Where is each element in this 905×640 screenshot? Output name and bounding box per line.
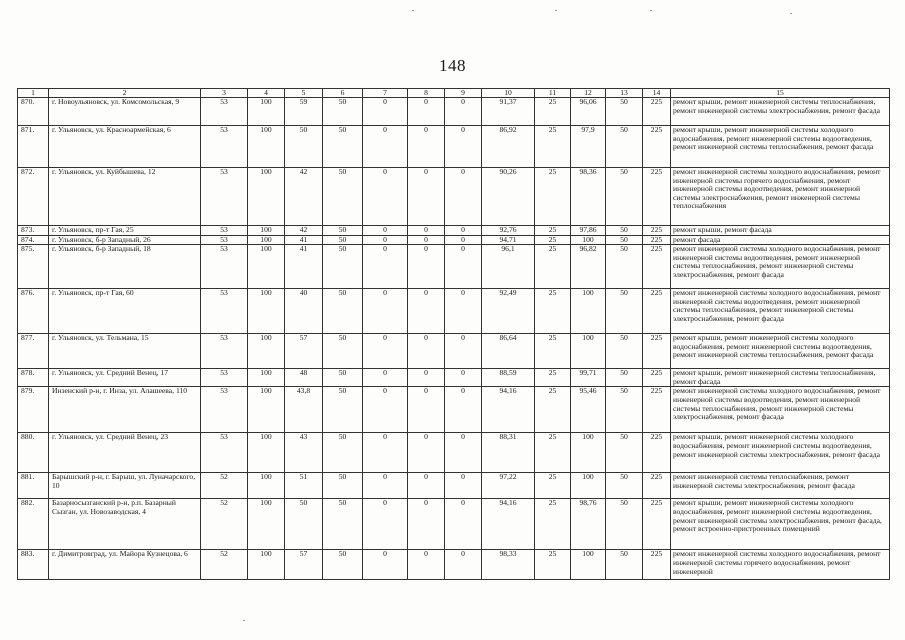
value-cell-col-14: 225 (643, 226, 671, 236)
value-cell-col-14: 225 (643, 235, 671, 245)
value-cell-col-14: 225 (643, 334, 671, 369)
value-cell-col-7: 0 (363, 369, 408, 387)
address-cell: г. Ульяновск, пр-т Гая, 60 (49, 289, 201, 334)
value-cell-col-11: 25 (535, 369, 571, 387)
value-cell-col-4: 100 (248, 550, 285, 580)
row-number-cell: 879. (18, 387, 49, 433)
value-cell-col-6: 50 (323, 126, 363, 168)
value-cell-col-3: 53 (201, 289, 248, 334)
value-cell-col-10: 96,1 (482, 245, 535, 289)
value-cell-col-12: 97,9 (571, 126, 606, 168)
table-row (18, 245, 890, 289)
value-cell-col-10: 86,92 (482, 126, 535, 168)
value-cell-col-14: 225 (643, 245, 671, 289)
value-cell-col-12: 97,86 (571, 226, 606, 236)
table-row (18, 550, 890, 580)
column-header-4: 4 (248, 89, 285, 98)
value-cell-col-5: 50 (285, 499, 323, 550)
works-cell: ремонт инженерной системы холодного водоснабжения, ремонт инженерной системы горячего водоснабжения, ремонт инженерной (671, 550, 890, 580)
row-number-cell: 873. (18, 226, 49, 236)
row-number-cell: 881. (18, 473, 49, 499)
value-cell-col-14: 225 (643, 550, 671, 580)
value-cell-col-11: 25 (535, 334, 571, 369)
row-number-cell: 878. (18, 369, 49, 387)
value-cell-col-5: 40 (285, 289, 323, 334)
value-cell-col-13: 50 (606, 433, 643, 473)
value-cell-col-13: 50 (606, 245, 643, 289)
value-cell-col-12: 98,36 (571, 168, 606, 226)
works-cell: ремонт крыши, ремонт инженерной системы холодного водоснабжения, ремонт инженерной системы водоотведения, ремонт инженерной системы электроснабжения, ремонт фасада, ремонт встроенно-пристроенных помещений (671, 499, 890, 550)
value-cell-col-13: 50 (606, 369, 643, 387)
row-number-cell: 875. (18, 245, 49, 289)
value-cell-col-9: 0 (445, 289, 482, 334)
value-cell-col-4: 100 (248, 499, 285, 550)
value-cell-col-14: 225 (643, 289, 671, 334)
works-cell: ремонт крыши, ремонт инженерной системы холодного водоснабжения, ремонт инженерной системы водоотведения, ремонт инженерной системы теплоснабжения, ремонт фасада (671, 334, 890, 369)
value-cell-col-7: 0 (363, 235, 408, 245)
value-cell-col-6: 50 (323, 473, 363, 499)
scan-speck (412, 10, 414, 11)
value-cell-col-9: 0 (445, 433, 482, 473)
value-cell-col-6: 50 (323, 387, 363, 433)
value-cell-col-10: 92,76 (482, 226, 535, 236)
address-cell: г. Ульяновск, ул. Тельмана, 15 (49, 334, 201, 369)
value-cell-col-11: 25 (535, 226, 571, 236)
value-cell-col-3: 52 (201, 499, 248, 550)
row-number-cell: 870. (18, 98, 49, 126)
value-cell-col-9: 0 (445, 499, 482, 550)
value-cell-col-8: 0 (408, 245, 445, 289)
value-cell-col-12: 95,46 (571, 387, 606, 433)
works-cell: ремонт инженерной системы теплоснабжения, ремонт инженерной системы электроснабжения, ремонт фасада (671, 473, 890, 499)
value-cell-col-10: 88,59 (482, 369, 535, 387)
scan-speck (555, 10, 557, 11)
value-cell-col-10: 97,22 (482, 473, 535, 499)
value-cell-col-3: 53 (201, 235, 248, 245)
value-cell-col-12: 100 (571, 289, 606, 334)
address-cell: г. Ульяновск, ул. Куйбышева, 12 (49, 168, 201, 226)
value-cell-col-7: 0 (363, 499, 408, 550)
value-cell-col-8: 0 (408, 168, 445, 226)
value-cell-col-6: 50 (323, 98, 363, 126)
value-cell-col-10: 94,16 (482, 499, 535, 550)
value-cell-col-7: 0 (363, 226, 408, 236)
column-header-6: 6 (323, 89, 363, 98)
value-cell-col-4: 100 (248, 334, 285, 369)
value-cell-col-6: 50 (323, 499, 363, 550)
value-cell-col-10: 86,64 (482, 334, 535, 369)
column-header-7: 7 (363, 89, 408, 98)
value-cell-col-11: 25 (535, 126, 571, 168)
value-cell-col-13: 50 (606, 168, 643, 226)
value-cell-col-8: 0 (408, 126, 445, 168)
value-cell-col-4: 100 (248, 433, 285, 473)
value-cell-col-6: 50 (323, 289, 363, 334)
works-cell: ремонт крыши, ремонт фасада (671, 226, 890, 236)
value-cell-col-10: 91,37 (482, 98, 535, 126)
address-cell: г. Ульяновск, б-р Западный, 26 (49, 235, 201, 245)
value-cell-col-13: 50 (606, 550, 643, 580)
value-cell-col-3: 53 (201, 126, 248, 168)
value-cell-col-14: 225 (643, 98, 671, 126)
value-cell-col-5: 57 (285, 550, 323, 580)
value-cell-col-5: 51 (285, 473, 323, 499)
scan-speck (650, 10, 652, 11)
address-cell: г. Ульяновск, ул. Средний Венец, 17 (49, 369, 201, 387)
value-cell-col-4: 100 (248, 245, 285, 289)
row-number-cell: 872. (18, 168, 49, 226)
works-cell: ремонт крыши, ремонт инженерной системы теплоснабжения, ремонт инженерной системы электроснабжения, ремонт фасада (671, 98, 890, 126)
table-row (18, 98, 890, 126)
value-cell-col-6: 50 (323, 168, 363, 226)
value-cell-col-5: 50 (285, 126, 323, 168)
value-cell-col-13: 50 (606, 473, 643, 499)
column-header-1: 1 (18, 89, 49, 98)
value-cell-col-7: 0 (363, 245, 408, 289)
value-cell-col-11: 25 (535, 499, 571, 550)
value-cell-col-4: 100 (248, 168, 285, 226)
value-cell-col-7: 0 (363, 550, 408, 580)
value-cell-col-10: 90,26 (482, 168, 535, 226)
value-cell-col-13: 50 (606, 98, 643, 126)
column-number-row (18, 89, 890, 98)
column-header-15: 15 (671, 89, 890, 98)
value-cell-col-9: 0 (445, 168, 482, 226)
value-cell-col-8: 0 (408, 226, 445, 236)
value-cell-col-12: 100 (571, 473, 606, 499)
value-cell-col-4: 100 (248, 387, 285, 433)
table-row (18, 289, 890, 334)
value-cell-col-13: 50 (606, 334, 643, 369)
value-cell-col-9: 0 (445, 369, 482, 387)
value-cell-col-7: 0 (363, 126, 408, 168)
value-cell-col-14: 225 (643, 433, 671, 473)
value-cell-col-14: 225 (643, 168, 671, 226)
value-cell-col-9: 0 (445, 473, 482, 499)
value-cell-col-14: 225 (643, 387, 671, 433)
value-cell-col-12: 100 (571, 235, 606, 245)
column-header-3: 3 (201, 89, 248, 98)
column-header-8: 8 (408, 89, 445, 98)
address-cell: Базарносызганский р-н, р.п. Базарный Сызган, ул. Новозаводская, 4 (49, 499, 201, 550)
column-header-12: 12 (571, 89, 606, 98)
table-row (18, 168, 890, 226)
value-cell-col-5: 48 (285, 369, 323, 387)
value-cell-col-4: 100 (248, 126, 285, 168)
value-cell-col-6: 50 (323, 235, 363, 245)
value-cell-col-3: 53 (201, 433, 248, 473)
value-cell-col-9: 0 (445, 235, 482, 245)
value-cell-col-4: 100 (248, 98, 285, 126)
value-cell-col-11: 25 (535, 289, 571, 334)
value-cell-col-5: 41 (285, 245, 323, 289)
address-cell: г. Ульяновск, ул. Красноармейская, 6 (49, 126, 201, 168)
value-cell-col-11: 25 (535, 98, 571, 126)
value-cell-col-9: 0 (445, 226, 482, 236)
value-cell-col-12: 96,06 (571, 98, 606, 126)
scan-speck (243, 620, 245, 621)
value-cell-col-13: 50 (606, 235, 643, 245)
value-cell-col-5: 42 (285, 168, 323, 226)
address-cell: г. Димитровград, ул. Майора Кузнецова, 6 (49, 550, 201, 580)
column-header-5: 5 (285, 89, 323, 98)
value-cell-col-8: 0 (408, 433, 445, 473)
table-row (18, 226, 890, 236)
value-cell-col-13: 50 (606, 126, 643, 168)
column-header-2: 2 (49, 89, 201, 98)
address-cell: Барышский р-н, г. Барыш, ул. Луначарского, 10 (49, 473, 201, 499)
value-cell-col-3: 53 (201, 387, 248, 433)
table-row (18, 369, 890, 387)
value-cell-col-8: 0 (408, 387, 445, 433)
data-table (17, 88, 890, 580)
value-cell-col-12: 96,82 (571, 245, 606, 289)
value-cell-col-3: 53 (201, 334, 248, 369)
value-cell-col-3: 53 (201, 245, 248, 289)
value-cell-col-11: 25 (535, 550, 571, 580)
value-cell-col-13: 50 (606, 289, 643, 334)
table-row (18, 473, 890, 499)
value-cell-col-4: 100 (248, 369, 285, 387)
works-cell: ремонт инженерной системы холодного водоснабжения, ремонт инженерной системы водоотведения, ремонт инженерной системы теплоснабжения, ремонт инженерной системы электроснабжения, ремонт фасада (671, 245, 890, 289)
value-cell-col-4: 100 (248, 226, 285, 236)
value-cell-col-7: 0 (363, 98, 408, 126)
value-cell-col-8: 0 (408, 334, 445, 369)
value-cell-col-14: 225 (643, 473, 671, 499)
column-header-9: 9 (445, 89, 482, 98)
works-cell: ремонт инженерной системы холодного водоснабжения, ремонт инженерной системы водоотведения, ремонт инженерной системы теплоснабжения, ремонт инженерной системы электроснабжения, ремонт фасада (671, 387, 890, 433)
value-cell-col-6: 50 (323, 550, 363, 580)
works-cell: ремонт фасада (671, 235, 890, 245)
column-header-10: 10 (482, 89, 535, 98)
row-number-cell: 880. (18, 433, 49, 473)
value-cell-col-6: 50 (323, 334, 363, 369)
address-cell: г. Ульяновск, пр-т Гая, 25 (49, 226, 201, 236)
value-cell-col-8: 0 (408, 499, 445, 550)
value-cell-col-9: 0 (445, 126, 482, 168)
row-number-cell: 882. (18, 499, 49, 550)
row-number-cell: 883. (18, 550, 49, 580)
value-cell-col-3: 52 (201, 550, 248, 580)
value-cell-col-14: 225 (643, 126, 671, 168)
value-cell-col-7: 0 (363, 387, 408, 433)
row-number-cell: 871. (18, 126, 49, 168)
value-cell-col-3: 53 (201, 168, 248, 226)
value-cell-col-4: 100 (248, 473, 285, 499)
value-cell-col-8: 0 (408, 550, 445, 580)
value-cell-col-5: 59 (285, 98, 323, 126)
value-cell-col-9: 0 (445, 550, 482, 580)
value-cell-col-7: 0 (363, 289, 408, 334)
value-cell-col-5: 43,8 (285, 387, 323, 433)
table-row (18, 334, 890, 369)
value-cell-col-6: 50 (323, 433, 363, 473)
value-cell-col-6: 50 (323, 226, 363, 236)
row-number-cell: 876. (18, 289, 49, 334)
value-cell-col-9: 0 (445, 387, 482, 433)
value-cell-col-10: 98,33 (482, 550, 535, 580)
value-cell-col-5: 57 (285, 334, 323, 369)
value-cell-col-13: 50 (606, 226, 643, 236)
column-header-14: 14 (643, 89, 671, 98)
value-cell-col-10: 94,71 (482, 235, 535, 245)
value-cell-col-7: 0 (363, 433, 408, 473)
value-cell-col-11: 25 (535, 235, 571, 245)
value-cell-col-7: 0 (363, 168, 408, 226)
value-cell-col-14: 225 (643, 369, 671, 387)
value-cell-col-5: 43 (285, 433, 323, 473)
value-cell-col-13: 50 (606, 499, 643, 550)
works-cell: ремонт инженерной системы холодного водоснабжения, ремонт инженерной системы горячего водоснабжения, ремонт инженерной системы водоотведения, ремонт инженерной системы электроснабжения, ремонт инженерной системы теплоснабжения (671, 168, 890, 226)
value-cell-col-8: 0 (408, 289, 445, 334)
value-cell-col-11: 25 (535, 245, 571, 289)
column-header-11: 11 (535, 89, 571, 98)
works-cell: ремонт крыши, ремонт инженерной системы теплоснабжения, ремонт фасада (671, 369, 890, 387)
address-cell: г. Ульяновск, ул. Средний Венец, 23 (49, 433, 201, 473)
value-cell-col-5: 42 (285, 226, 323, 236)
works-cell: ремонт инженерной системы холодного водоснабжения, ремонт инженерной системы водоотведения, ремонт инженерной системы теплоснабжения, ремонт инженерной системы электроснабжения, ремонт фасада (671, 289, 890, 334)
value-cell-col-12: 100 (571, 433, 606, 473)
table-row (18, 433, 890, 473)
value-cell-col-6: 50 (323, 245, 363, 289)
table-row (18, 499, 890, 550)
value-cell-col-14: 225 (643, 499, 671, 550)
scan-speck (790, 13, 792, 14)
value-cell-col-8: 0 (408, 235, 445, 245)
works-cell: ремонт крыши, ремонт инженерной системы холодного водоснабжения, ремонт инженерной системы водоотведения, ремонт инженерной системы теплоснабжения, ремонт фасада (671, 126, 890, 168)
value-cell-col-7: 0 (363, 473, 408, 499)
table-row (18, 387, 890, 433)
table-row (18, 235, 890, 245)
table-body (18, 89, 890, 580)
value-cell-col-4: 100 (248, 289, 285, 334)
address-cell: Инзенский р-н, г. Инза, ул. Алашеева, 110 (49, 387, 201, 433)
value-cell-col-13: 50 (606, 387, 643, 433)
value-cell-col-10: 88,31 (482, 433, 535, 473)
value-cell-col-12: 100 (571, 334, 606, 369)
address-cell: г. Новоульяновск, ул. Комсомольская, 9 (49, 98, 201, 126)
value-cell-col-8: 0 (408, 98, 445, 126)
value-cell-col-8: 0 (408, 473, 445, 499)
value-cell-col-11: 25 (535, 433, 571, 473)
value-cell-col-6: 50 (323, 369, 363, 387)
row-number-cell: 877. (18, 334, 49, 369)
value-cell-col-5: 41 (285, 235, 323, 245)
table-row (18, 126, 890, 168)
value-cell-col-10: 92,49 (482, 289, 535, 334)
value-cell-col-3: 53 (201, 369, 248, 387)
value-cell-col-3: 52 (201, 473, 248, 499)
works-cell: ремонт крыши, ремонт инженерной системы холодного водоснабжения, ремонт инженерной системы водоотведения, ремонт инженерной системы электроснабжения, ремонт фасада (671, 433, 890, 473)
value-cell-col-12: 99,71 (571, 369, 606, 387)
value-cell-col-11: 25 (535, 473, 571, 499)
value-cell-col-7: 0 (363, 334, 408, 369)
value-cell-col-4: 100 (248, 235, 285, 245)
value-cell-col-8: 0 (408, 369, 445, 387)
value-cell-col-9: 0 (445, 98, 482, 126)
value-cell-col-10: 94,16 (482, 387, 535, 433)
value-cell-col-9: 0 (445, 334, 482, 369)
address-cell: г. Ульяновск, б-р Западный, 18 (49, 245, 201, 289)
value-cell-col-11: 25 (535, 168, 571, 226)
value-cell-col-3: 53 (201, 98, 248, 126)
value-cell-col-9: 0 (445, 245, 482, 289)
value-cell-col-12: 100 (571, 550, 606, 580)
row-number-cell: 874. (18, 235, 49, 245)
value-cell-col-3: 53 (201, 226, 248, 236)
page-number: 148 (439, 56, 466, 75)
column-header-13: 13 (606, 89, 643, 98)
value-cell-col-11: 25 (535, 387, 571, 433)
value-cell-col-12: 98,76 (571, 499, 606, 550)
